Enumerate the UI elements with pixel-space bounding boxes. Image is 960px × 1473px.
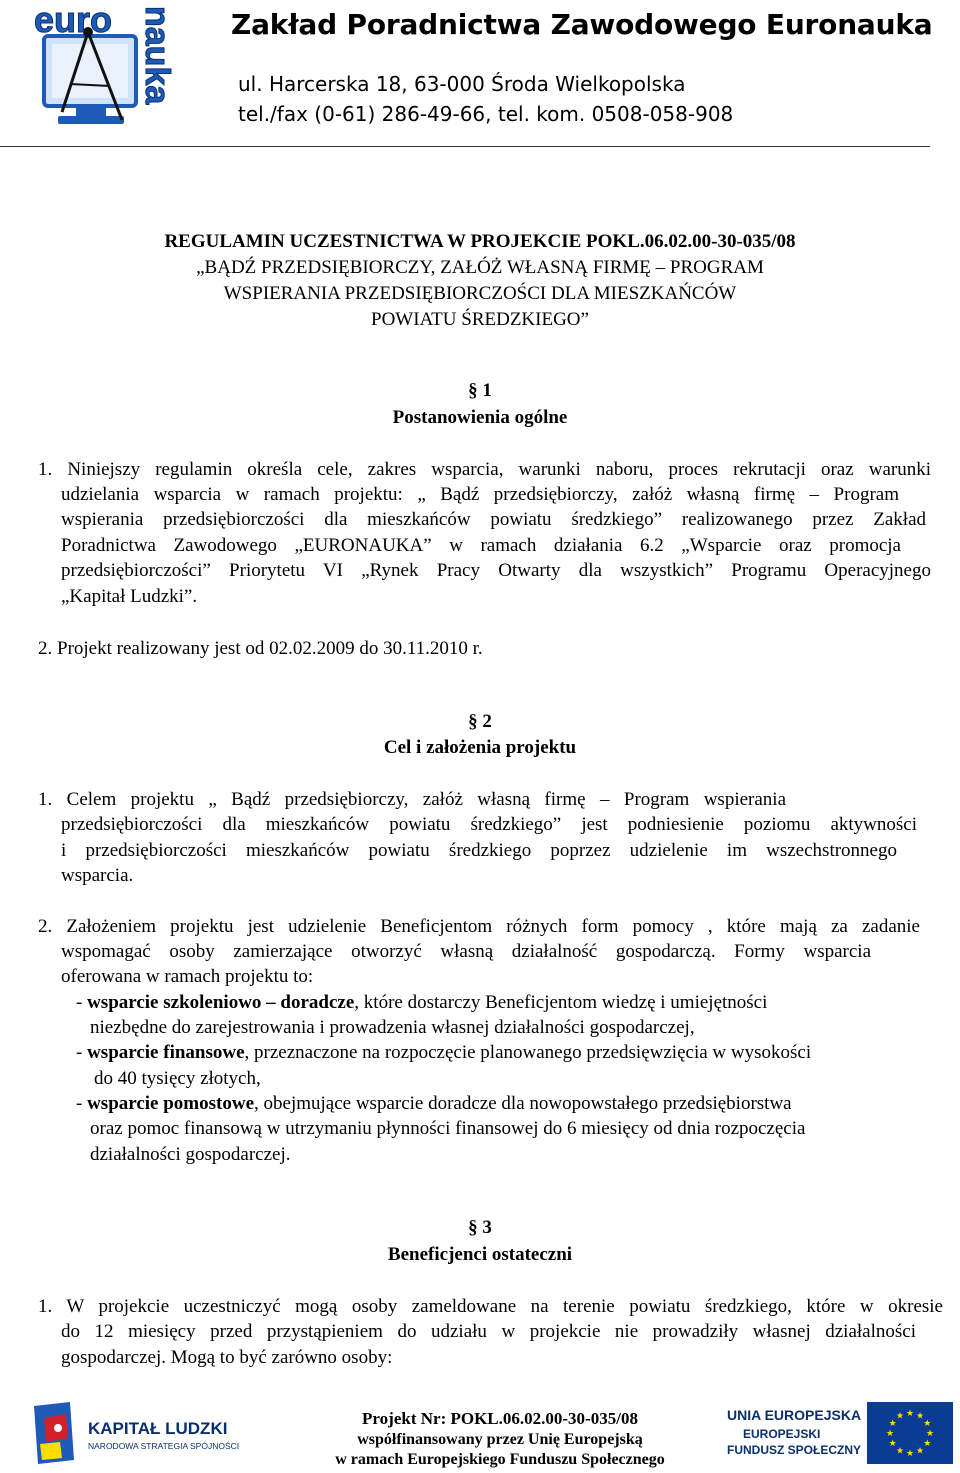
section-1-p1-line: 1. Niniejszy regulamin określa cele, zakres wsparcia, warunki naboru, proces rekrutacji oraz warunki	[38, 459, 931, 480]
section-1-p1-line: przedsiębiorczości” Priorytetu VI „Rynek Pracy Otwarty dla wszystkich” Programu Operacyjnego	[61, 560, 931, 581]
document-title-line-1: REGULAMIN UCZESTNICTWA W PROJEKCIE POKL.06.02.00-30-035/08	[164, 231, 796, 252]
eu-star-icon: ★	[923, 1419, 932, 1429]
bullet-text: , przeznaczone na rozpoczęcie planowanego przedsięwzięcia w wysokości	[244, 1042, 812, 1063]
document-title-line-2: „BĄDŹ PRZEDSIĘBIORCZY, ZAŁÓŻ WŁASNĄ FIRMĘ – PROGRAM	[196, 257, 764, 278]
section-2-p1-line: przedsiębiorczości dla mieszkańców powiatu średzkiego” jest podniesienie poziomu aktywności	[61, 814, 917, 835]
section-2-p1-line: 1. Celem projektu „ Bądź przedsiębiorczy, załóż własną firmę – Program wspierania	[38, 789, 786, 810]
euronauka-logo	[28, 2, 174, 138]
bullet-bold-term: wsparcie szkoleniowo – doradcze	[87, 992, 355, 1013]
eu-logo-title: UNIA EUROPEJSKA	[727, 1407, 862, 1423]
section-2-p1-line: i przedsiębiorczości mieszkańców powiatu średzkiego poprzez udzielenie im wszechstronnego	[61, 840, 897, 861]
support-bullet-training	[76, 992, 767, 1014]
logo-text-nauka: nauka	[138, 6, 174, 105]
bullet-text: , które dostarczy Beneficjentom wiedzę i umiejętności	[354, 992, 768, 1013]
section-2-p2-line: 2. Założeniem projektu jest udzielenie Beneficjentom różnych form pomocy , które mają za zadanie	[38, 916, 920, 937]
section-1-p1-line: udzielania wsparcia w ramach projektu: „ Bądź przedsiębiorczy, załóż własną firmę – Program	[61, 484, 899, 505]
eu-social-fund-logo	[725, 1398, 955, 1468]
section-1-p2: 2. Projekt realizowany jest od 02.02.2009 do 30.11.2010 r.	[38, 638, 483, 659]
section-2-p2-line: oferowana w ramach projektu to:	[61, 966, 314, 987]
eu-star-icon: ★	[925, 1429, 935, 1439]
kapital-ludzki-subtitle: NARODOWA STRATEGIA SPÓJNOŚCI	[88, 1441, 240, 1451]
section-1-heading: Postanowienia ogólne	[392, 407, 568, 428]
section-3-p1-line: gospodarczej. Mogą to być zarówno osoby:	[61, 1347, 393, 1368]
support-bullet-financial	[76, 1042, 811, 1064]
eu-star-icon: ★	[888, 1439, 897, 1449]
bullet-bold-term: wsparcie finansowe	[87, 1042, 245, 1063]
section-1-p1-line: „Kapitał Ludzki”.	[61, 586, 198, 607]
bullet-continuation: do 40 tysięcy złotych,	[94, 1068, 261, 1089]
eu-star-icon: ★	[895, 1446, 905, 1457]
eu-star-icon: ★	[905, 1449, 915, 1459]
organization-phone: tel./fax (0-61) 286-49-66, tel. kom. 0508-058-908	[238, 102, 734, 126]
section-2-p2-line: wspomagać osoby zamierzające otworzyć własną działalność gospodarczą. Formy wsparcia	[61, 941, 871, 962]
section-2-p1-line: wsparcia.	[61, 865, 134, 886]
eu-star-icon: ★	[923, 1439, 932, 1449]
bullet-dash: -	[76, 1042, 88, 1063]
bullet-continuation: działalności gospodarczej.	[90, 1144, 291, 1165]
bullet-bold-term: wsparcie pomostowe	[87, 1093, 255, 1114]
eu-logo-line-2: EUROPEJSKI	[743, 1427, 821, 1441]
footer-cofinanced-line: współfinansowany przez Unię Europejską	[357, 1431, 643, 1448]
eu-logo-line-3: FUNDUSZ SPOŁECZNY	[727, 1443, 862, 1457]
document-title-line-4: POWIATU ŚREDZKIEGO”	[371, 309, 589, 330]
header-divider	[0, 146, 930, 147]
bullet-text: , obejmujące wsparcie doradcze dla nowopowstałego przedsiębiorstwa	[254, 1093, 792, 1114]
eu-star-icon: ★	[885, 1429, 895, 1439]
bullet-continuation: niezbędne do zarejestrowania i prowadzenia własnej działalności gospodarczej,	[90, 1017, 695, 1038]
section-1-p1-line: wspierania przedsiębiorczości dla mieszkańców powiatu średzkiego” realizowanego przez Zakład	[61, 509, 926, 530]
section-3-p1-line: do 12 miesięcy przed przystąpieniem do udziału w projekcie nie prowadziły własnej działalności	[61, 1321, 916, 1342]
kapital-ludzki-title: KAPITAŁ LUDZKI	[88, 1419, 228, 1438]
kapital-ludzki-logo	[30, 1398, 245, 1468]
bullet-dash: -	[76, 992, 88, 1013]
support-bullet-bridging	[76, 1093, 792, 1115]
bullet-continuation: oraz pomoc finansową w utrzymaniu płynności finansowej do 6 miesięcy od dnia rozpoczęcia	[90, 1118, 806, 1139]
section-2-heading: Cel i założenia projektu	[383, 737, 577, 758]
eu-star-icon: ★	[888, 1419, 897, 1429]
footer-project-number: Projekt Nr: POKL.06.02.00-30-035/08	[362, 1409, 638, 1428]
eu-star-icon: ★	[905, 1409, 915, 1419]
logo-text-euro: euro	[34, 2, 113, 40]
section-1-number: § 1	[468, 380, 492, 401]
organization-address: ul. Harcerska 18, 63-000 Środa Wielkopolska	[238, 72, 686, 96]
section-3-p1-line: 1. W projekcie uczestniczyć mogą osoby zameldowane na terenie powiatu średzkiego, które w okresie	[38, 1296, 943, 1317]
section-2-number: § 2	[468, 711, 492, 732]
document-title-line-3: WSPIERANIA PRZEDSIĘBIORCZOŚCI DLA MIESZKAŃCÓW	[223, 283, 737, 304]
eu-star-icon: ★	[915, 1446, 925, 1457]
organization-name: Zakład Poradnictwa Zawodowego Euronauka	[231, 8, 933, 41]
section-1-p1-line: Poradnictwa Zawodowego „EURONAUKA” w ramach działania 6.2 „Wsparcie oraz promocja	[61, 535, 901, 556]
eu-star-icon: ★	[915, 1411, 925, 1422]
section-3-heading: Beneficjenci ostateczni	[387, 1244, 573, 1265]
section-3-number: § 3	[468, 1217, 492, 1238]
bullet-dash: -	[76, 1093, 88, 1114]
eu-star-icon: ★	[895, 1411, 905, 1422]
footer-fund-line: w ramach Europejskiego Funduszu Społecznego	[335, 1451, 665, 1468]
